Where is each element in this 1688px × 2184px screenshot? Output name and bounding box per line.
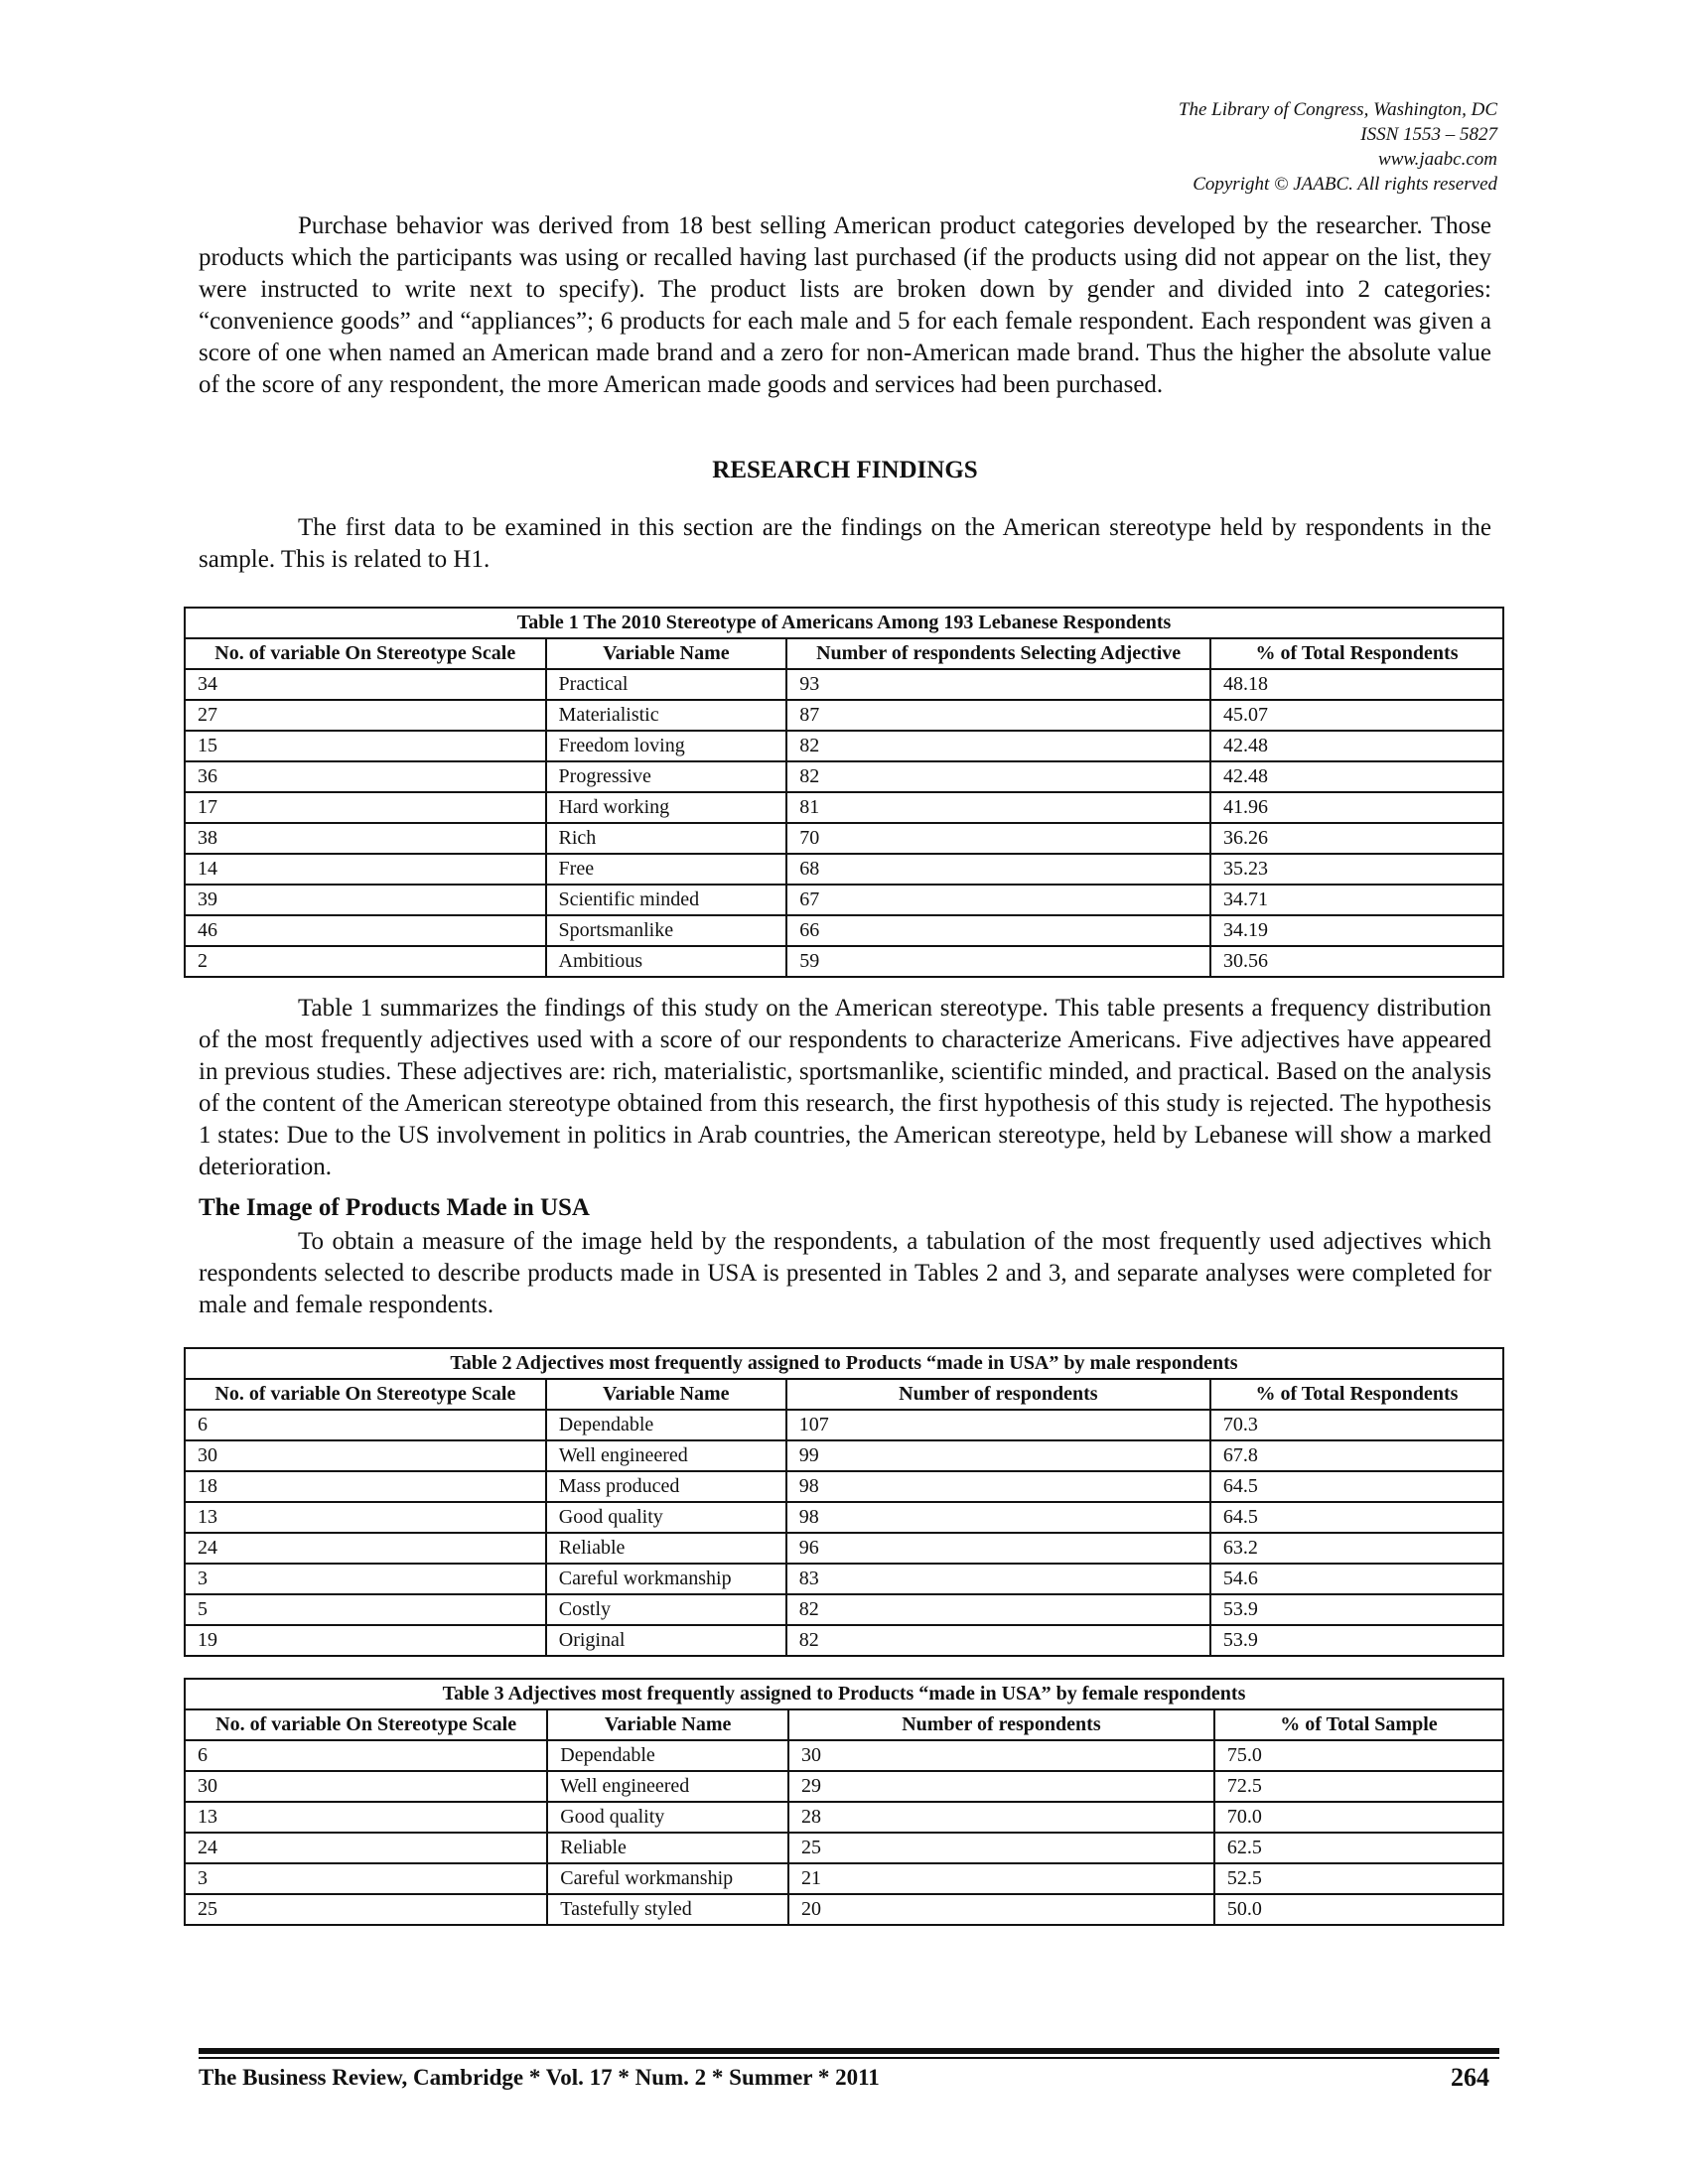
- header-line-website: www.jaabc.com: [1378, 149, 1497, 170]
- header-line-issn: ISSN 1553 – 5827: [1360, 124, 1497, 145]
- table-cell: 3: [185, 1863, 547, 1894]
- table3-header-cell: No. of variable On Stereotype Scale: [185, 1709, 547, 1740]
- table-cell: 70.0: [1214, 1802, 1503, 1833]
- table-cell: 62.5: [1214, 1833, 1503, 1863]
- table-cell: Well engineered: [547, 1771, 788, 1802]
- table-cell: 17: [185, 792, 546, 823]
- table-cell: 35.23: [1210, 854, 1503, 885]
- table-row: [185, 1625, 1503, 1656]
- table2-header-cell: Number of respondents: [786, 1379, 1210, 1410]
- table-cell: 68: [786, 854, 1210, 885]
- table3-header-cell: % of Total Sample: [1214, 1709, 1503, 1740]
- table-cell: 72.5: [1214, 1771, 1503, 1802]
- table-cell: 27: [185, 700, 546, 731]
- table-2-caption: Table 2 Adjectives most frequently assigned to Products “made in USA” by male respondents: [185, 1348, 1503, 1379]
- table-cell: 87: [786, 700, 1210, 731]
- table-cell: Ambitious: [546, 946, 787, 977]
- table-cell: 42.48: [1210, 761, 1503, 792]
- table-cell: 54.6: [1210, 1564, 1503, 1594]
- paragraph-image-measure: To obtain a measure of the image held by the respondents, a tabulation of the most frequently used adjectives which respondents selected to describe products made in USA is presented in Tables 2 and 3, and separate analyses were completed for male and female respondents.: [199, 1228, 1491, 1318]
- table-cell: 6: [185, 1410, 546, 1440]
- table-cell: 64.5: [1210, 1471, 1503, 1502]
- table-cell: 59: [786, 946, 1210, 977]
- table2-header-cell: No. of variable On Stereotype Scale: [185, 1379, 546, 1410]
- table-cell: 96: [786, 1533, 1210, 1564]
- table-cell: 39: [185, 885, 546, 915]
- table-cell: 24: [185, 1833, 547, 1863]
- table-cell: 64.5: [1210, 1502, 1503, 1533]
- table-row: [185, 946, 1503, 977]
- table-1-header-row: [185, 638, 1503, 669]
- footer-journal-citation: The Business Review, Cambridge * Vol. 17 * Num. 2 * Summer * 2011: [199, 2065, 880, 2090]
- table1-header-cell: Number of respondents Selecting Adjective: [786, 638, 1210, 669]
- table-row: [185, 1894, 1503, 1925]
- table-row: [185, 915, 1503, 946]
- table-cell: 67.8: [1210, 1440, 1503, 1471]
- table-3-caption: Table 3 Adjectives most frequently assigned to Products “made in USA” by female respondents: [185, 1679, 1503, 1709]
- table2-header-cell: Variable Name: [546, 1379, 786, 1410]
- table-cell: 34.19: [1210, 915, 1503, 946]
- table-cell: 107: [786, 1410, 1210, 1440]
- table-cell: 82: [786, 761, 1210, 792]
- table2-header-cell: % of Total Respondents: [1210, 1379, 1503, 1410]
- table-cell: Rich: [546, 823, 787, 854]
- table-cell: 98: [786, 1471, 1210, 1502]
- table-cell: Careful workmanship: [547, 1863, 788, 1894]
- table-row: [185, 669, 1503, 700]
- table-1-body: [185, 669, 1503, 977]
- paragraph-table1-summary: Table 1 summarizes the findings of this study on the American stereotype. This table presents a frequency distribution of the most frequently adjectives used with a score of our respondents to characterize Americans. Five adjectives have appeared in previous studies. These adjectives are: rich, materialistic, sportsmanlike, scientific minded, and practical. Based on the analysis of the content of the American stereotype obtained from this research, the first hypothesis of this study is rejected. The hypothesis 1 states: Due to the US involvement in politics in Arab countries, the American stereotype, held by Lebanese will show a marked deterioration.: [199, 995, 1491, 1180]
- table-cell: 20: [788, 1894, 1214, 1925]
- table-cell: 2: [185, 946, 546, 977]
- table-cell: 38: [185, 823, 546, 854]
- table-2-header-row: [185, 1379, 1503, 1410]
- table-cell: 25: [185, 1894, 547, 1925]
- table1-header-cell: Variable Name: [546, 638, 787, 669]
- table-cell: 70.3: [1210, 1410, 1503, 1440]
- table-cell: Free: [546, 854, 787, 885]
- table-cell: Freedom loving: [546, 731, 787, 761]
- table-cell: Hard working: [546, 792, 787, 823]
- table-1: [184, 607, 1504, 978]
- table1-header-cell: % of Total Respondents: [1210, 638, 1503, 669]
- table-cell: 30: [185, 1771, 547, 1802]
- header-line-copyright: Copyright © JAABC. All rights reserved: [1193, 174, 1497, 195]
- table-cell: 36.26: [1210, 823, 1503, 854]
- table-cell: Tastefully styled: [547, 1894, 788, 1925]
- table-cell: Careful workmanship: [546, 1564, 786, 1594]
- table-cell: 6: [185, 1740, 547, 1771]
- table-cell: 45.07: [1210, 700, 1503, 731]
- table-row: [185, 1740, 1503, 1771]
- table-row: [185, 1802, 1503, 1833]
- table-cell: 14: [185, 854, 546, 885]
- table-row: [185, 885, 1503, 915]
- table-cell: 13: [185, 1802, 547, 1833]
- table-row: [185, 1564, 1503, 1594]
- table-cell: 83: [786, 1564, 1210, 1594]
- table-cell: 52.5: [1214, 1863, 1503, 1894]
- table-2: [184, 1347, 1504, 1657]
- journal-header: [1179, 97, 1497, 197]
- table-cell: 53.9: [1210, 1594, 1503, 1625]
- table-cell: 82: [786, 1594, 1210, 1625]
- footer-rule-thin: [199, 2057, 1499, 2059]
- table-cell: 3: [185, 1564, 546, 1594]
- table-cell: Well engineered: [546, 1440, 786, 1471]
- footer-rule-thick: [199, 2048, 1499, 2054]
- header-line-library: The Library of Congress, Washington, DC: [1178, 99, 1497, 120]
- table-cell: 82: [786, 731, 1210, 761]
- table-cell: Progressive: [546, 761, 787, 792]
- table-2-body: [185, 1410, 1503, 1656]
- table-cell: Good quality: [546, 1502, 786, 1533]
- table-cell: Dependable: [547, 1740, 788, 1771]
- table-cell: Original: [546, 1625, 786, 1656]
- table-cell: 19: [185, 1625, 546, 1656]
- table-3-body: [185, 1740, 1503, 1925]
- table-row: [185, 731, 1503, 761]
- table-cell: 28: [788, 1802, 1214, 1833]
- table-cell: Practical: [546, 669, 787, 700]
- table-cell: 48.18: [1210, 669, 1503, 700]
- table-row: [185, 1863, 1503, 1894]
- table-cell: Reliable: [546, 1533, 786, 1564]
- table-cell: Materialistic: [546, 700, 787, 731]
- table-cell: 98: [786, 1502, 1210, 1533]
- table-row: [185, 823, 1503, 854]
- table-cell: 30: [788, 1740, 1214, 1771]
- table-cell: 75.0: [1214, 1740, 1503, 1771]
- table-cell: 41.96: [1210, 792, 1503, 823]
- table-cell: 30: [185, 1440, 546, 1471]
- table-cell: Costly: [546, 1594, 786, 1625]
- table-3-header-row: [185, 1709, 1503, 1740]
- table-cell: 13: [185, 1502, 546, 1533]
- subheading-image-of-products: The Image of Products Made in USA: [199, 1194, 590, 1221]
- footer-page-number: 264: [1451, 2063, 1489, 2092]
- table-cell: 66: [786, 915, 1210, 946]
- table-cell: 36: [185, 761, 546, 792]
- table-cell: 82: [786, 1625, 1210, 1656]
- table3-header-cell: Number of respondents: [788, 1709, 1214, 1740]
- table-cell: 30.56: [1210, 946, 1503, 977]
- table-cell: 18: [185, 1471, 546, 1502]
- table-row: [185, 700, 1503, 731]
- table-cell: 15: [185, 731, 546, 761]
- table-cell: 53.9: [1210, 1625, 1503, 1656]
- paragraph-first-data: The first data to be examined in this section are the findings on the American stereotype held by respondents in the sample. This is related to H1.: [199, 514, 1491, 573]
- table-cell: 93: [786, 669, 1210, 700]
- table-cell: Reliable: [547, 1833, 788, 1863]
- table3-header-cell: Variable Name: [547, 1709, 788, 1740]
- table-row: [185, 1771, 1503, 1802]
- table-row: [185, 1410, 1503, 1440]
- table-3: [184, 1678, 1504, 1926]
- table-row: [185, 792, 1503, 823]
- table-cell: 29: [788, 1771, 1214, 1802]
- table-cell: 50.0: [1214, 1894, 1503, 1925]
- table-cell: Scientific minded: [546, 885, 787, 915]
- table-cell: Dependable: [546, 1410, 786, 1440]
- table-row: [185, 854, 1503, 885]
- table-cell: 81: [786, 792, 1210, 823]
- table-cell: 21: [788, 1863, 1214, 1894]
- table1-header-cell: No. of variable On Stereotype Scale: [185, 638, 546, 669]
- table-row: [185, 1594, 1503, 1625]
- table-cell: 25: [788, 1833, 1214, 1863]
- table-cell: 67: [786, 885, 1210, 915]
- table-cell: 46: [185, 915, 546, 946]
- table-row: [185, 761, 1503, 792]
- table-cell: 34.71: [1210, 885, 1503, 915]
- table-row: [185, 1502, 1503, 1533]
- table-cell: 70: [786, 823, 1210, 854]
- section-heading: RESEARCH FINDINGS: [712, 457, 978, 483]
- table-cell: 24: [185, 1533, 546, 1564]
- table-cell: 42.48: [1210, 731, 1503, 761]
- table-cell: 5: [185, 1594, 546, 1625]
- table-cell: 99: [786, 1440, 1210, 1471]
- table-row: [185, 1471, 1503, 1502]
- table-cell: Sportsmanlike: [546, 915, 787, 946]
- table-1-caption: Table 1 The 2010 Stereotype of Americans Among 193 Lebanese Respondents: [185, 608, 1503, 638]
- table-cell: 63.2: [1210, 1533, 1503, 1564]
- paragraph-purchase-behavior: Purchase behavior was derived from 18 best selling American product categories developed by the researcher. Those products which the participants was using or recalled having last purchased (if the products using did not appear on the list, they were instructed to write next to specify). The product lists are broken down by gender and divided into 2 categories: “convenience goods” and “appliances”; 6 products for each male and 5 for each female respondent. Each respondent was given a score of one when named an American made brand and a zero for non-American made brand. Thus the higher the absolute value of the score of any respondent, the more American made goods and services had been purchased.: [199, 212, 1491, 398]
- table-row: [185, 1833, 1503, 1863]
- table-cell: Good quality: [547, 1802, 788, 1833]
- table-row: [185, 1533, 1503, 1564]
- table-cell: Mass produced: [546, 1471, 786, 1502]
- table-row: [185, 1440, 1503, 1471]
- table-cell: 34: [185, 669, 546, 700]
